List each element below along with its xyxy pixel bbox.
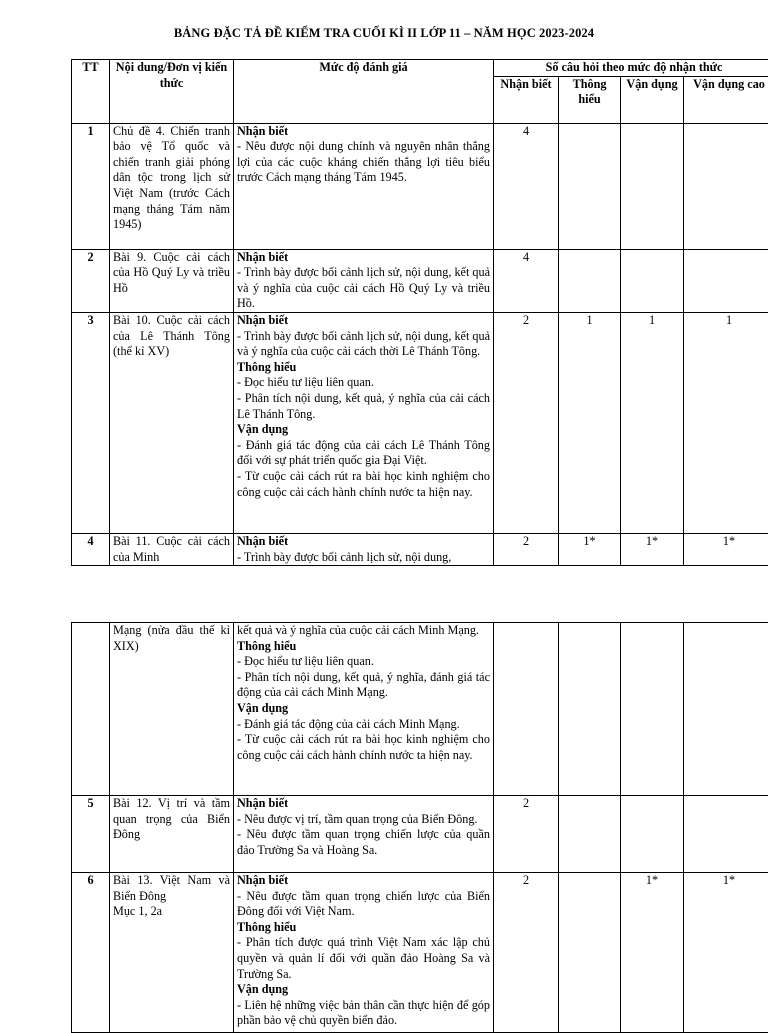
assessment-level-heading: Nhận biết	[237, 313, 490, 329]
assessment-criterion: - Phân tích được quá trình Việt Nam xác lập chủ quyền và quản lí đối với quần đảo Hoàng Sa và Trường Sa.	[237, 935, 490, 982]
row-number: 2	[72, 249, 110, 312]
count-van-dung	[621, 623, 684, 796]
spec-table-page-1	[71, 59, 768, 566]
count-thong-hieu: 1	[559, 312, 621, 533]
row-content: Bài 12. Vị trí và tầm quan trọng của Biển Đông	[110, 796, 234, 873]
header-question-count-group: Số câu hỏi theo mức độ nhận thức	[494, 60, 768, 77]
table-row	[72, 623, 768, 796]
table-body-page-1	[72, 123, 768, 566]
count-van-dung-cao	[684, 623, 768, 796]
assessment-criterion: - Phân tích nội dung, kết quả, ý nghĩa của cải cách Lê Thánh Tông.	[237, 391, 490, 422]
row-assessment	[234, 623, 494, 796]
assessment-criterion: - Trình bày được bối cảnh lịch sử, nội dung, kết quả và ý nghĩa của cuộc cải cách Hồ Quý Ly và triều Hồ.	[237, 265, 490, 312]
assessment-level-heading: Nhận biết	[237, 534, 490, 550]
row-number: 6	[72, 873, 110, 1033]
assessment-level-heading: Vận dụng	[237, 982, 490, 998]
count-van-dung-cao: 1	[684, 312, 768, 533]
count-nhan-biet: 2	[494, 533, 559, 565]
assessment-level-heading: Thông hiểu	[237, 360, 490, 376]
count-thong-hieu: 1*	[559, 533, 621, 565]
assessment-criterion: - Từ cuộc cải cách rút ra bài học kinh nghiệm cho công cuộc cải cách hành chính nước ta hiện nay.	[237, 732, 490, 763]
assessment-level-heading: Nhận biết	[237, 124, 490, 140]
assessment-criterion: - Trình bày được bối cảnh lịch sử, nội dung, kết quả và ý nghĩa của cuộc cải cách thời Lê Thánh Tông.	[237, 329, 490, 360]
assessment-level-heading: Thông hiểu	[237, 920, 490, 936]
count-thong-hieu	[559, 796, 621, 873]
table-row	[72, 249, 768, 312]
count-van-dung-cao	[684, 796, 768, 873]
count-thong-hieu	[559, 873, 621, 1033]
assessment-criterion: - Đọc hiểu tư liệu liên quan.	[237, 375, 490, 391]
row-assessment	[234, 796, 494, 873]
table-row	[72, 796, 768, 873]
header-tt: TT	[72, 60, 110, 124]
row-assessment	[234, 123, 494, 249]
row-assessment	[234, 873, 494, 1033]
count-nhan-biet: 2	[494, 796, 559, 873]
assessment-criterion: - Nêu được tầm quan trọng chiến lược của quần đảo Trường Sa và Hoàng Sa.	[237, 827, 490, 858]
count-van-dung: 1*	[621, 873, 684, 1033]
count-thong-hieu	[559, 623, 621, 796]
count-van-dung	[621, 796, 684, 873]
count-nhan-biet	[494, 623, 559, 796]
spec-table-page-2	[71, 622, 768, 1033]
count-nhan-biet: 4	[494, 249, 559, 312]
count-thong-hieu	[559, 249, 621, 312]
assessment-criterion: - Nêu được tầm quan trọng chiến lược của Biển Đông đối với Việt Nam.	[237, 889, 490, 920]
table-row	[72, 312, 768, 533]
count-nhan-biet: 4	[494, 123, 559, 249]
count-van-dung	[621, 249, 684, 312]
count-van-dung-cao: 1*	[684, 533, 768, 565]
header-van-dung-cao: Vận dụng cao	[684, 76, 768, 123]
assessment-criterion: - Đọc hiểu tư liệu liên quan.	[237, 654, 490, 670]
assessment-level-heading: Thông hiểu	[237, 639, 490, 655]
row-number: 5	[72, 796, 110, 873]
header-assessment: Mức độ đánh giá	[234, 60, 494, 124]
table-row	[72, 873, 768, 1033]
row-content: Chủ đề 4. Chiến tranh bảo vệ Tổ quốc và chiến tranh giải phóng dân tộc trong lịch sử Việt Nam (trước Cách mạng tháng Tám năm 1945)	[110, 123, 234, 249]
count-nhan-biet: 2	[494, 312, 559, 533]
row-content: Bài 10. Cuộc cải cách của Lê Thánh Tông (thế kỉ XV)	[110, 312, 234, 533]
assessment-criterion: - Trình bày được bối cảnh lịch sử, nội dung,	[237, 550, 490, 566]
document-title: BẢNG ĐẶC TẢ ĐỀ KIỂM TRA CUỐI KÌ II LỚP 11 – NĂM HỌC 2023-2024	[0, 26, 768, 41]
row-content: Mạng (nửa đầu thế kỉ XIX)	[110, 623, 234, 796]
assessment-level-heading: Vận dụng	[237, 701, 490, 717]
table-header	[72, 60, 768, 124]
header-content: Nội dung/Đơn vị kiến thức	[110, 60, 234, 124]
assessment-criterion: - Đánh giá tác động của cải cách Minh Mạng.	[237, 717, 490, 733]
count-van-dung: 1	[621, 312, 684, 533]
row-content: Bài 9. Cuộc cải cách của Hồ Quý Ly và triều Hồ	[110, 249, 234, 312]
assessment-criterion: - Từ cuộc cải cách rút ra bài học kinh nghiệm cho công cuộc cải cách hành chính nước ta hiện nay.	[237, 469, 490, 500]
count-van-dung-cao: 1*	[684, 873, 768, 1033]
count-nhan-biet: 2	[494, 873, 559, 1033]
row-assessment	[234, 533, 494, 565]
row-number: 1	[72, 123, 110, 249]
row-content: Bài 11. Cuộc cải cách của Minh	[110, 533, 234, 565]
count-van-dung-cao	[684, 249, 768, 312]
count-van-dung-cao	[684, 123, 768, 249]
header-van-dung: Vận dụng	[621, 76, 684, 123]
assessment-criterion: kết quả và ý nghĩa của cuộc cải cách Minh Mạng.	[237, 623, 490, 639]
table-row	[72, 123, 768, 249]
row-assessment	[234, 312, 494, 533]
row-number	[72, 623, 110, 796]
assessment-level-heading: Nhận biết	[237, 796, 490, 812]
count-thong-hieu	[559, 123, 621, 249]
row-content: Bài 13. Việt Nam và Biển Đông Mục 1, 2a	[110, 873, 234, 1033]
header-thong-hieu: Thông hiểu	[559, 76, 621, 123]
table-row	[72, 533, 768, 565]
assessment-criterion: - Liên hệ những việc bản thân cần thực hiện để góp phần bảo vệ chủ quyền biển đảo.	[237, 998, 490, 1029]
assessment-criterion: - Đánh giá tác động của cải cách Lê Thánh Tông đối với sự phát triển quốc gia Đại Việt.	[237, 438, 490, 469]
table-body-page-2	[72, 623, 768, 1033]
header-nhan-biet: Nhận biết	[494, 76, 559, 123]
row-assessment	[234, 249, 494, 312]
assessment-level-heading: Nhận biết	[237, 873, 490, 889]
count-van-dung: 1*	[621, 533, 684, 565]
count-van-dung	[621, 123, 684, 249]
assessment-criterion: - Phân tích nội dung, kết quả, ý nghĩa, đánh giá tác động của cải cách Minh Mạng.	[237, 670, 490, 701]
row-number: 3	[72, 312, 110, 533]
row-number: 4	[72, 533, 110, 565]
assessment-criterion: - Nêu được nội dung chính và nguyên nhân thắng lợi của các cuộc kháng chiến thắng lợi tiêu biểu trước Cách mạng tháng Tám 1945.	[237, 139, 490, 186]
assessment-level-heading: Nhận biết	[237, 250, 490, 266]
assessment-level-heading: Vận dụng	[237, 422, 490, 438]
assessment-criterion: - Nêu được vị trí, tầm quan trọng của Biển Đông.	[237, 812, 490, 828]
